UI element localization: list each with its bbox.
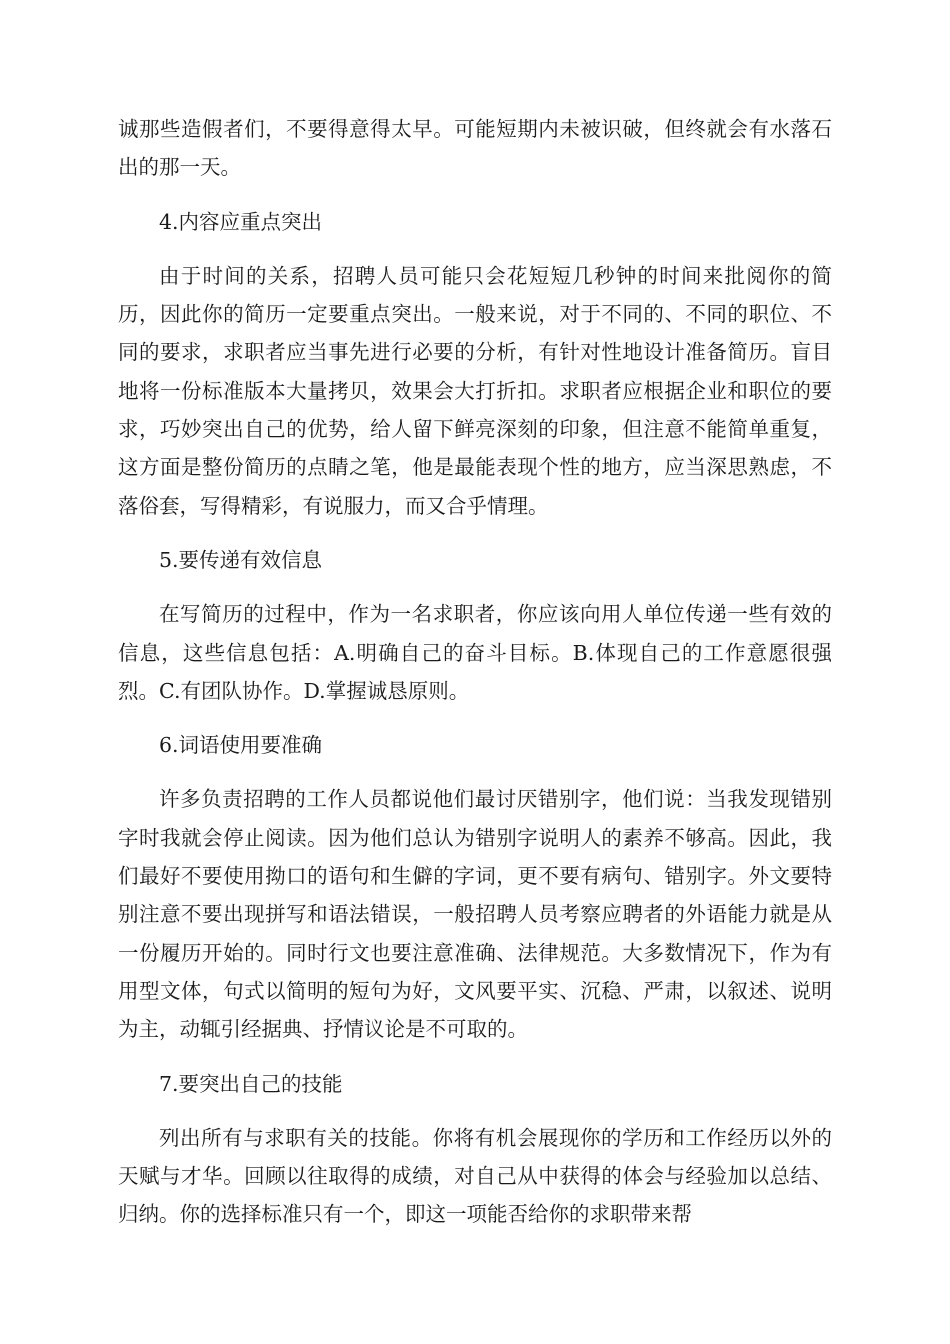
- section-heading-4: 4.内容应重点突出: [159, 209, 323, 234]
- section-heading-6: 6.词语使用要准确: [159, 733, 323, 758]
- paragraph-continuation: 诚那些造假者们，不要得意得太早。可能短期内未被识破，但终就会有水落石出的那一天。: [118, 117, 832, 180]
- section-heading-7: 7.要突出自己的技能: [159, 1071, 343, 1096]
- section-heading-5: 5.要传递有效信息: [159, 547, 323, 572]
- paragraph-section-6: 许多负责招聘的工作人员都说他们最讨厌错别字，他们说：当我发现错别字时我就会停止阅读。因为他们总认为错别字说明人的素养不够高。因此，我们最好不要使用拗口的语句和生僻的字词，更不要有病句、错别字。外文要特别注意不要出现拼写和语法错误，一般招聘人员考察应聘者的外语能力就是从一份履历开始的。同时行文也要注意准确、法律规范。大多数情况下，作为有用型文体，句式以简明的短句为好，文风要平实、沉稳、严肃，以叙述、说明为主，动辄引经据典、抒情议论是不可取的。: [118, 787, 832, 1042]
- paragraph-section-4: 由于时间的关系，招聘人员可能只会花短短几秒钟的时间来批阅你的简历，因此你的简历一定要重点突出。一般来说，对于不同的、不同的职位、不同的要求，求职者应当事先进行必要的分析，有针对性地设计准备简历。盲目地将一份标准版本大量拷贝，效果会大打折扣。求职者应根据企业和职位的要求，巧妙突出自己的优势，给人留下鲜亮深刻的印象，但注意不能简单重复，这方面是整份简历的点睛之笔，他是最能表现个性的地方，应当深思熟虑，不落俗套，写得精彩，有说服力，而又合乎情理。: [118, 263, 832, 518]
- paragraph-section-5: 在写简历的过程中，作为一名求职者，你应该向用人单位传递一些有效的信息，这些信息包括：A.明确自己的奋斗目标。B.体现自己的工作意愿很强烈。C.有团队协作。D.掌握诚恳原则。: [118, 602, 832, 703]
- document-page: [118, 110, 832, 1234]
- paragraph-section-7: 列出所有与求职有关的技能。你将有机会展现你的学历和工作经历以外的天赋与才华。回顾以往取得的成绩，对自己从中获得的体会与经验加以总结、归纳。你的选择标准只有一个，即这一项能否给你的求职带来帮: [118, 1125, 832, 1227]
